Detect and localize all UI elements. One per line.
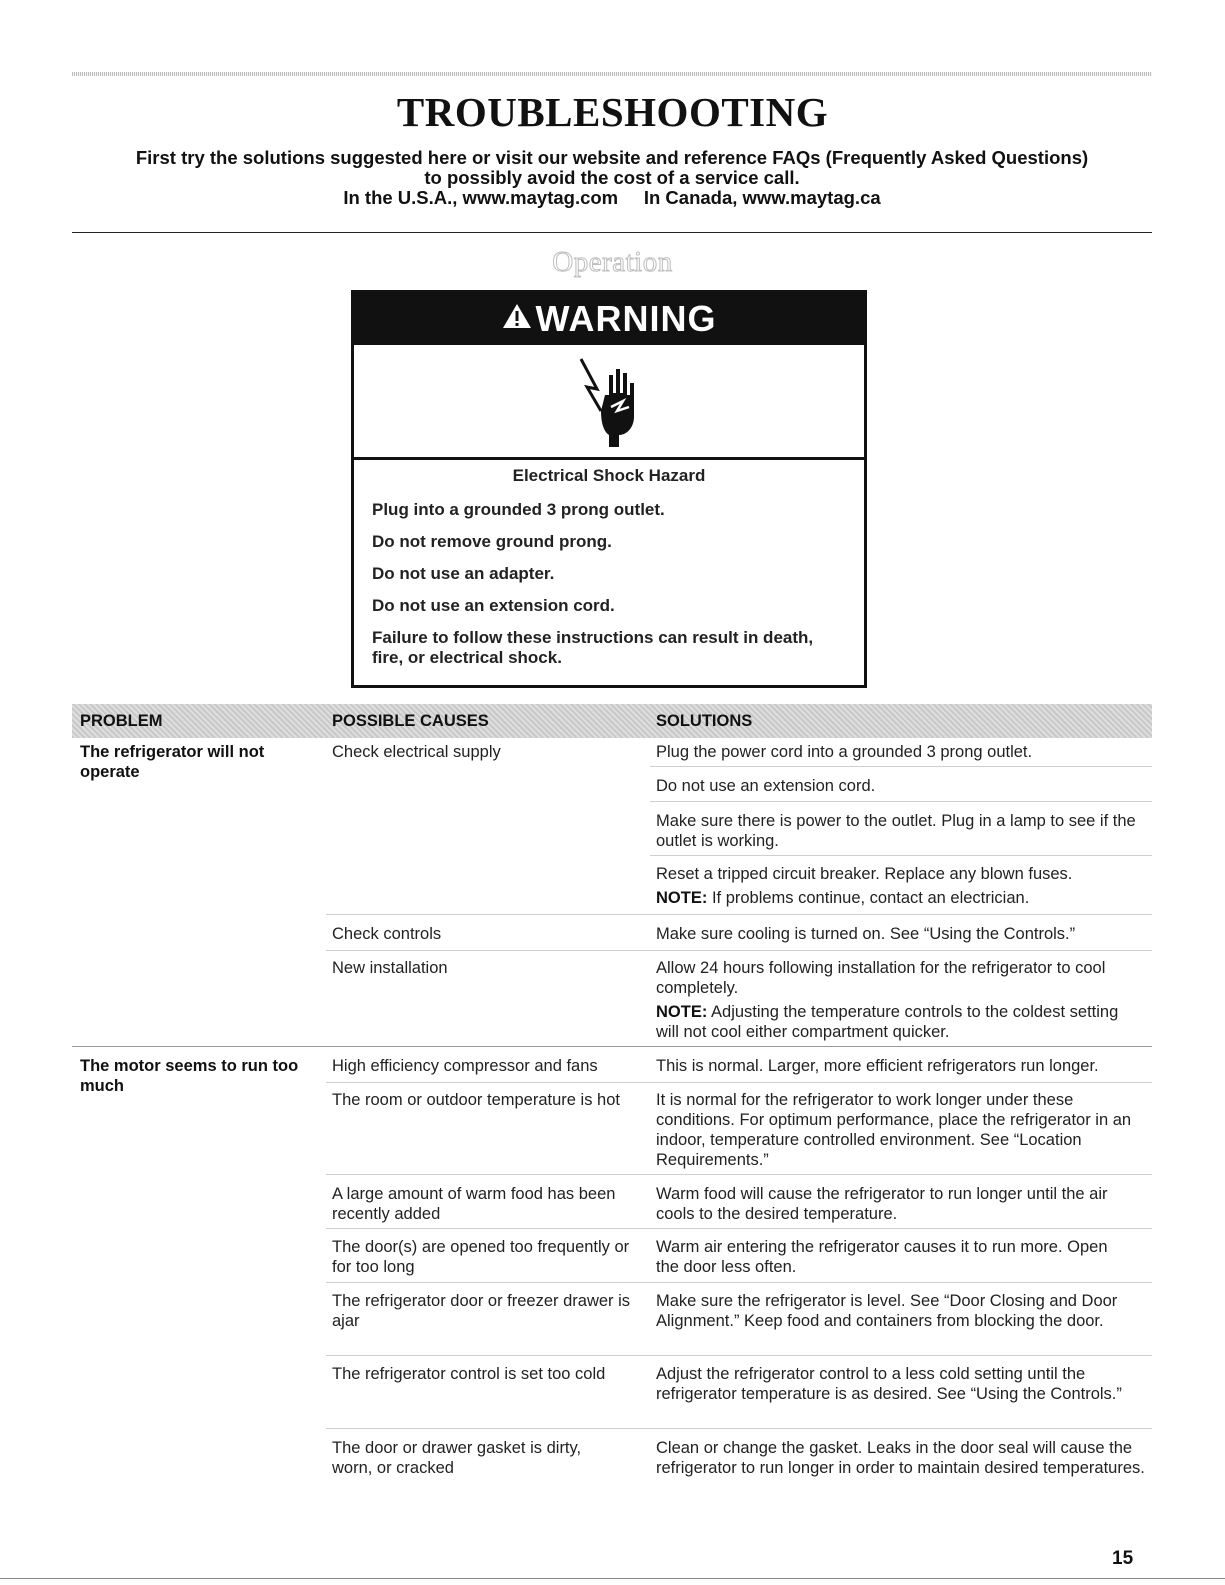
solution-cell: Adjust the refrigerator control to a less cold setting until the refrigerator temperature is as desired. See “Using the Controls.” bbox=[656, 1365, 1122, 1403]
cause-cell: High efficiency compressor and fans bbox=[332, 1057, 598, 1075]
solution-cell: Warm air entering the refrigerator causes it to run more. Open the door less often. bbox=[656, 1238, 1108, 1276]
solution-cell: Make sure cooling is turned on. See “Using the Controls.” bbox=[656, 925, 1076, 943]
cause-cell: A large amount of warm food has been recently added bbox=[332, 1185, 616, 1223]
solution-cell: Clean or change the gasket. Leaks in the door seal will cause the refrigerator to run longer in order to maintain desired temperatures. bbox=[656, 1439, 1145, 1477]
problem-cell: The motor seems to run too much bbox=[80, 1057, 299, 1095]
solution-cell: Allow 24 hours following installation for the refrigerator to cool completely. bbox=[656, 959, 1106, 997]
solution-cell: Reset a tripped circuit breaker. Replace any blown fuses. bbox=[656, 865, 1073, 883]
warning-text bbox=[354, 460, 864, 668]
intro-line-3: In the U.S.A., www.maytag.com In Canada, www.maytag.ca bbox=[343, 187, 881, 208]
row-divider bbox=[326, 1355, 1152, 1356]
hazard-title: Electrical Shock Hazard bbox=[512, 466, 706, 485]
note-text: If problems continue, contact an electrician. bbox=[711, 889, 1030, 907]
row-divider bbox=[650, 801, 1152, 802]
intro-line-2: to possibly avoid the cost of a service call. bbox=[424, 167, 800, 188]
column-header-causes: POSSIBLE CAUSES bbox=[332, 712, 489, 730]
note-label: NOTE: bbox=[656, 1003, 708, 1021]
warning-line: Failure to follow these instructions can result in death, fire, or electrical shock. bbox=[372, 628, 814, 667]
solution-cell: It is normal for the refrigerator to work longer under these conditions. For optimum performance, place the refrigerator in an indoor, temperature controlled environment. See “Location Requirements.” bbox=[656, 1091, 1132, 1169]
problem-cell: The refrigerator will not operate bbox=[80, 743, 265, 781]
top-rule bbox=[72, 72, 1152, 76]
cause-cell: Check controls bbox=[332, 925, 442, 943]
warning-line: Do not use an adapter. bbox=[372, 564, 555, 583]
warning-line: Do not remove ground prong. bbox=[372, 532, 612, 551]
solution-cell: This is normal. Larger, more efficient refrigerators run longer. bbox=[656, 1057, 1099, 1075]
warning-header bbox=[354, 293, 864, 345]
note-label: NOTE: bbox=[656, 889, 708, 907]
note-text: Adjusting the temperature controls to the coldest setting will not cool either compartment quicker. bbox=[656, 1003, 1119, 1041]
column-header-solutions: SOLUTIONS bbox=[656, 712, 753, 730]
solution-cell: Make sure there is power to the outlet. Plug in a lamp to see if the outlet is working. bbox=[656, 812, 1136, 850]
row-divider bbox=[326, 1228, 1152, 1229]
solution-cell: Do not use an extension cord. bbox=[656, 777, 876, 795]
row-divider bbox=[650, 766, 1152, 767]
page-number: 15 bbox=[1112, 1548, 1134, 1569]
problem-divider bbox=[72, 1046, 1152, 1047]
warning-box bbox=[351, 290, 867, 688]
bottom-rule bbox=[0, 1578, 1225, 1579]
row-divider bbox=[326, 914, 1152, 915]
column-header-problem: PROBLEM bbox=[80, 712, 163, 730]
cause-cell: The room or outdoor temperature is hot bbox=[332, 1091, 620, 1109]
solution-cell: Make sure the refrigerator is level. See “Door Closing and Door Alignment.” Keep food and containers from blocking the door. bbox=[656, 1292, 1118, 1330]
row-divider bbox=[326, 1174, 1152, 1175]
row-divider bbox=[326, 950, 1152, 951]
intro-line-1: First try the solutions suggested here or visit our website and reference FAQs (Frequently Asked Questions) bbox=[135, 147, 1089, 168]
cause-cell: The door(s) are opened too frequently or for too long bbox=[332, 1238, 630, 1276]
cause-cell: Check electrical supply bbox=[332, 743, 501, 761]
header-divider bbox=[72, 232, 1152, 233]
cause-cell: New installation bbox=[332, 959, 448, 977]
row-divider bbox=[326, 1282, 1152, 1283]
row-divider bbox=[326, 1082, 1152, 1083]
row-divider bbox=[326, 1428, 1152, 1429]
solution-cell: Plug the power cord into a grounded 3 prong outlet. bbox=[656, 743, 1033, 761]
warning-triangle-icon bbox=[502, 301, 532, 338]
warning-line: Plug into a grounded 3 prong outlet. bbox=[372, 500, 665, 519]
solution-note bbox=[656, 888, 1156, 908]
page-title: TROUBLESHOOTING bbox=[396, 89, 829, 135]
section-title: Operation bbox=[552, 246, 673, 278]
solution-cell: Warm food will cause the refrigerator to run longer until the air cools to the desired temperature. bbox=[656, 1185, 1108, 1223]
shock-hazard-icon bbox=[354, 345, 864, 460]
row-divider bbox=[650, 855, 1152, 856]
intro-text bbox=[72, 148, 1152, 208]
warning-heading: WARNING bbox=[535, 298, 717, 339]
cause-cell: The door or drawer gasket is dirty, worn, or cracked bbox=[332, 1439, 582, 1477]
cause-cell: The refrigerator control is set too cold bbox=[332, 1365, 606, 1383]
warning-line: Do not use an extension cord. bbox=[372, 596, 615, 615]
solution-note bbox=[656, 1002, 1126, 1042]
table-header bbox=[72, 704, 1152, 738]
cause-cell: The refrigerator door or freezer drawer is ajar bbox=[332, 1292, 631, 1330]
